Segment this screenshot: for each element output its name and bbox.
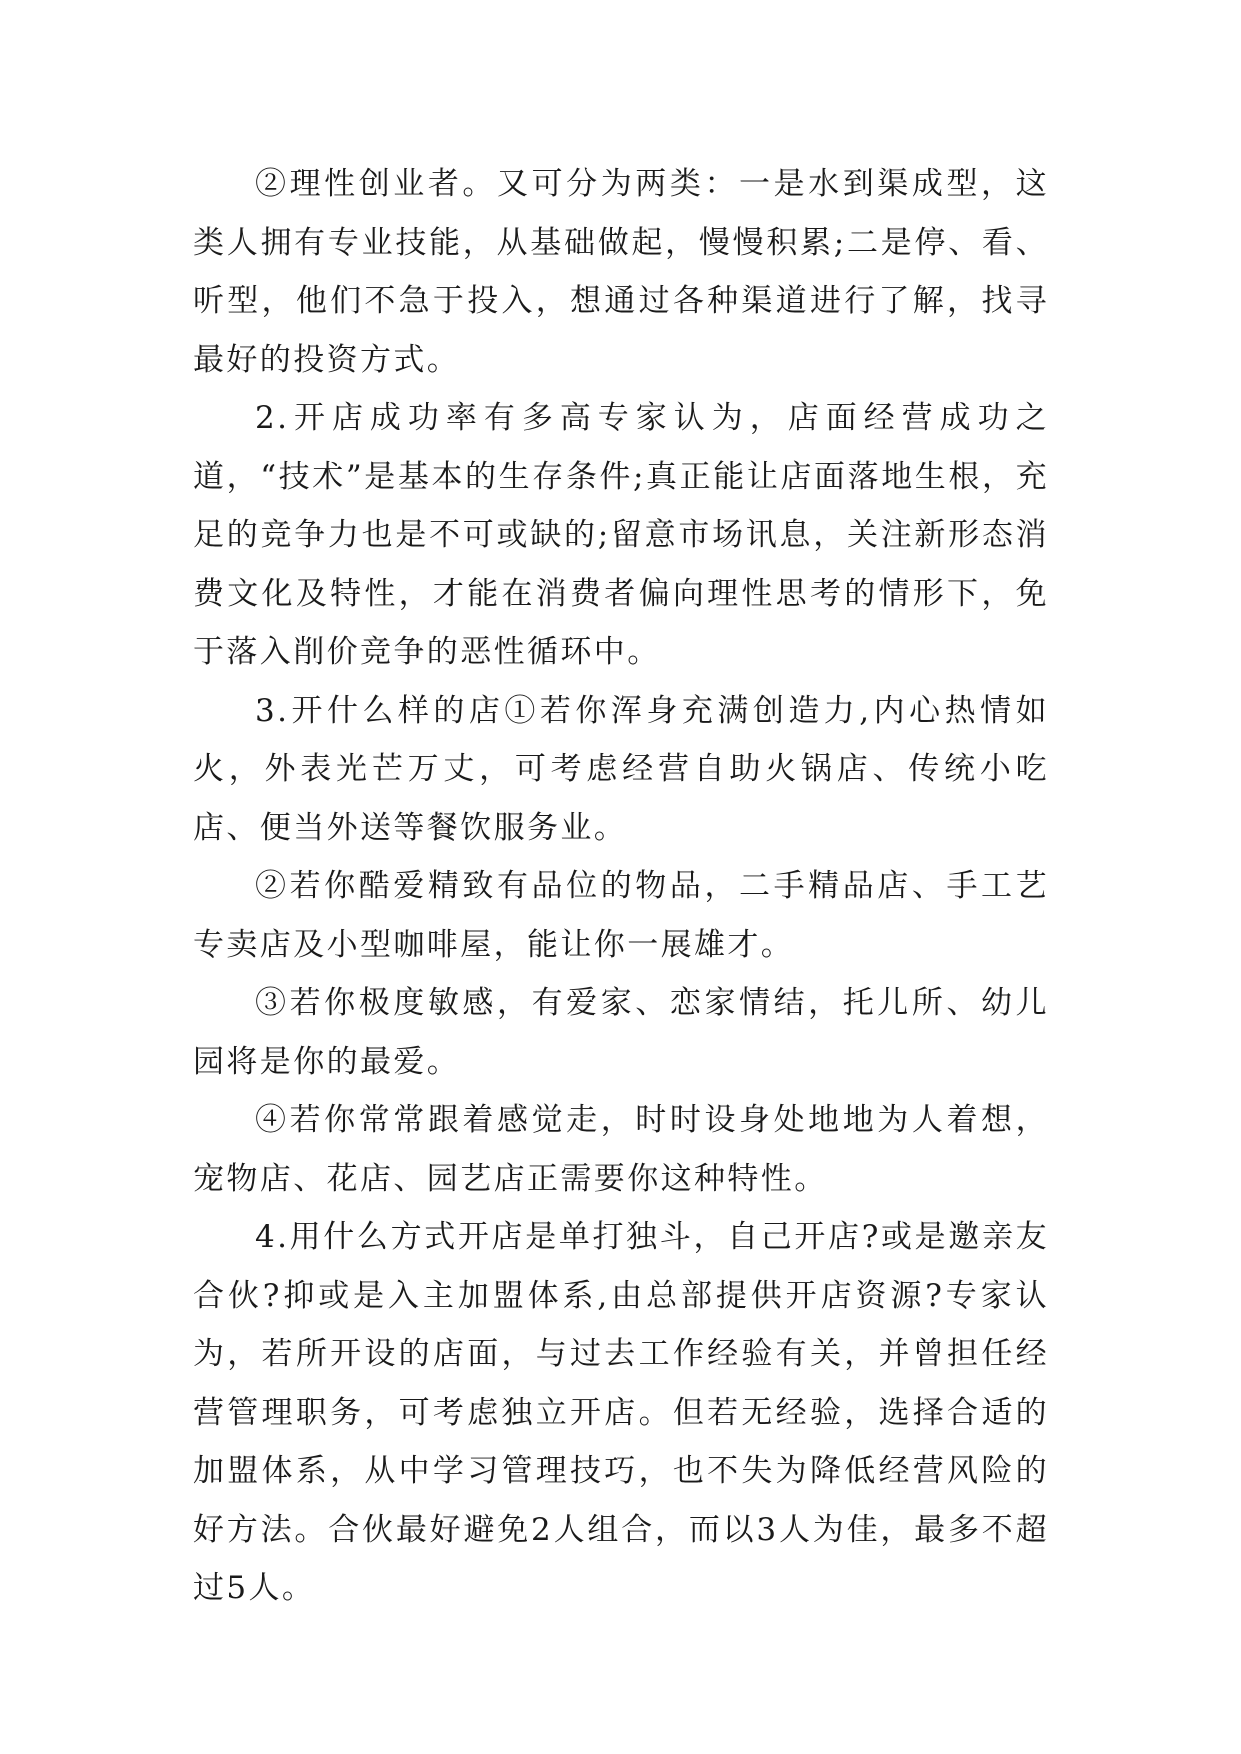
paragraph-store-type-sensitive: ③若你极度敏感，有爱家、恋家情结，托儿所、幼儿园将是你的最爱。 (193, 985, 1049, 1080)
document-body (193, 155, 1049, 1618)
paragraph-store-type-refined: ②若你酷爱精致有品位的物品，二手精品店、手工艺专卖店及小型咖啡屋，能让你一展雄才。 (193, 868, 1049, 963)
paragraph-success-rate: 2.开店成功率有多高专家认为，店面经营成功之道，“技术”是基本的生存条件;真正能让店面落地生根，充足的竞争力也是不可或缺的;留意市场讯息，关注新形态消费文化及特性，才能在消费者偏向理性思考的情形下，免于落入削价竞争的恶性循环中。 (193, 400, 1049, 670)
paragraph-store-type-creative: 3.开什么样的店①若你浑身充满创造力,内心热情如火，外表光芒万丈，可考虑经营自助火锅店、传统小吃店、便当外送等餐饮服务业。 (193, 692, 1049, 846)
paragraph-opening-method: 4.用什么方式开店是单打独斗，自己开店?或是邀亲友合伙?抑或是入主加盟体系,由总部提供开店资源?专家认为，若所开设的店面，与过去工作经验有关，并曾担任经营管理职务，可考虑独立开店。但若无经验，选择合适的加盟体系，从中学习管理技巧，也不失为降低经营风险的好方法。合伙最好避免2人组合，而以3人为佳，最多不超过5人。 (193, 1219, 1049, 1606)
paragraph-store-type-feeling: ④若你常常跟着感觉走，时时设身处地地为人着想，宠物店、花店、园艺店正需要你这种特性。 (193, 1102, 1049, 1197)
paragraph-rational-entrepreneur: ②理性创业者。又可分为两类：一是水到渠成型，这类人拥有专业技能，从基础做起，慢慢积累;二是停、看、听型，他们不急于投入，想通过各种渠道进行了解，找寻最好的投资方式。 (193, 166, 1049, 378)
